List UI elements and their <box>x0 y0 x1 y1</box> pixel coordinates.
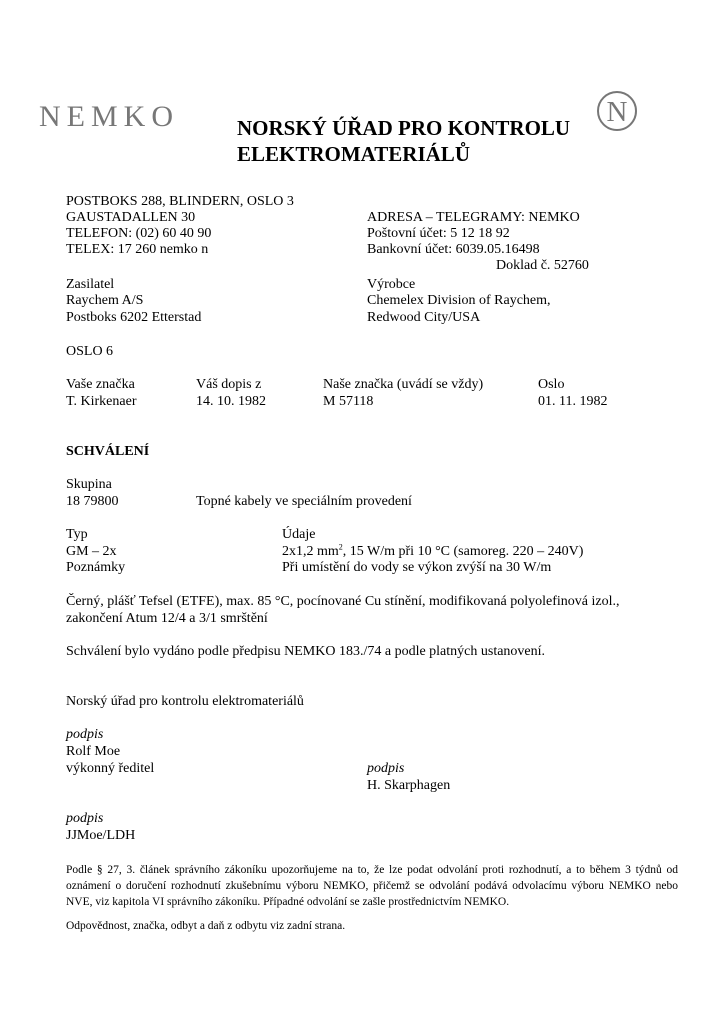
data-value-sup: 2 <box>338 542 343 552</box>
ref-value: T. Kirkenaer <box>66 394 137 409</box>
ref-value: 01. 11. 1982 <box>538 394 608 409</box>
signature-placeholder: podpis <box>66 727 104 742</box>
address-line: GAUSTADALLEN 30 <box>66 210 196 225</box>
description-line: Černý, plášť Tefsel (ETFE), max. 85 °C, pocínované Cu stínění, modifikovaná polyolefinová izol., <box>66 594 620 609</box>
address-line: POSTBOKS 288, BLINDERN, OSLO 3 <box>66 194 294 209</box>
group-label: Skupina <box>66 477 112 492</box>
nemko-logo: NEMKO <box>39 100 179 133</box>
sender-name: Raychem A/S <box>66 293 144 308</box>
data-value-rest: , 15 W/m při 10 °C (samoreg. 220 – 240V) <box>342 544 584 559</box>
ref-header: Oslo <box>538 377 565 392</box>
maker-label: Výrobce <box>367 277 416 292</box>
sender-label: Zasilatel <box>66 277 115 292</box>
contact-line: Bankovní účet: 6039.05.16498 <box>367 242 540 257</box>
issued-statement: Schválení bylo vydáno podle předpisu NEMKO 183./74 a podle platných ustanovení. <box>66 644 546 659</box>
title-line1: NORSKÝ ÚŘAD PRO KONTROLU <box>237 116 571 140</box>
ref-value: 14. 10. 1982 <box>196 394 266 409</box>
signature-placeholder: podpis <box>367 761 405 776</box>
maker-address: Redwood City/USA <box>367 310 481 325</box>
data-value <box>282 544 583 560</box>
ref-header: Váš dopis z <box>196 377 262 392</box>
description-line: zakončení Atum 12/4 a 3/1 smrštění <box>66 611 268 626</box>
ref-header: Naše značka (uvádí se vždy) <box>323 377 484 392</box>
contact-line: Poštovní účet: 5 12 18 92 <box>367 226 510 241</box>
sender-address: Postboks 6202 Etterstad <box>66 310 202 325</box>
ref-value: M 57118 <box>323 394 374 409</box>
liability-notice: Odpovědnost, značka, odbyt a daň z odbytu viz zadní strana. <box>66 920 346 932</box>
notes-value: Při umístění do vody se výkon zvýší na 30 W/m <box>282 560 552 575</box>
approval-heading: SCHVÁLENÍ <box>66 444 150 459</box>
nemko-seal-icon: N <box>597 91 637 131</box>
data-label: Údaje <box>282 527 316 542</box>
data-value-main: 2x1,2 mm <box>282 544 339 559</box>
address-line: TELEX: 17 260 nemko n <box>66 242 209 257</box>
group-description: Topné kabely ve speciálním provedení <box>196 494 412 509</box>
address-line: TELEFON: (02) 60 40 90 <box>66 226 212 241</box>
signatory-role: výkonný ředitel <box>66 761 155 776</box>
organization-name: Norský úřad pro kontrolu elektromateriálů <box>66 694 304 709</box>
notes-label: Poznámky <box>66 560 126 575</box>
contact-line: ADRESA – TELEGRAMY: NEMKO <box>367 210 580 225</box>
initials: JJMoe/LDH <box>66 828 136 843</box>
title-line2: ELEKTROMATERIÁLŮ <box>237 142 470 166</box>
sender-city: OSLO 6 <box>66 344 114 359</box>
group-number: 18 79800 <box>66 494 119 509</box>
type-value: GM – 2x <box>66 544 117 559</box>
maker-name: Chemelex Division of Raychem, <box>367 293 551 308</box>
signature-placeholder: podpis <box>66 811 104 826</box>
type-label: Typ <box>66 527 88 542</box>
document-number: Doklad č. 52760 <box>496 258 589 273</box>
signatory-name: Rolf Moe <box>66 744 121 759</box>
appeal-notice: Podle § 27, 3. článek správního zákoníku upozorňujeme na to, že lze podat odvolání proti rozhodnutí, a to během 3 týdnů od oznámení o doručení rozhodnutí zkušebnímu výboru NEMKO, přičemž se odvolání podává odvolacímu výboru NEMKO nebo NVE, viz kapitola VI správního zákoníku. Případné odvolání se zašle prostřednictvím NEMKO. <box>66 864 678 908</box>
signatory-name: H. Skarphagen <box>367 778 451 793</box>
ref-header: Vaše značka <box>66 377 135 392</box>
